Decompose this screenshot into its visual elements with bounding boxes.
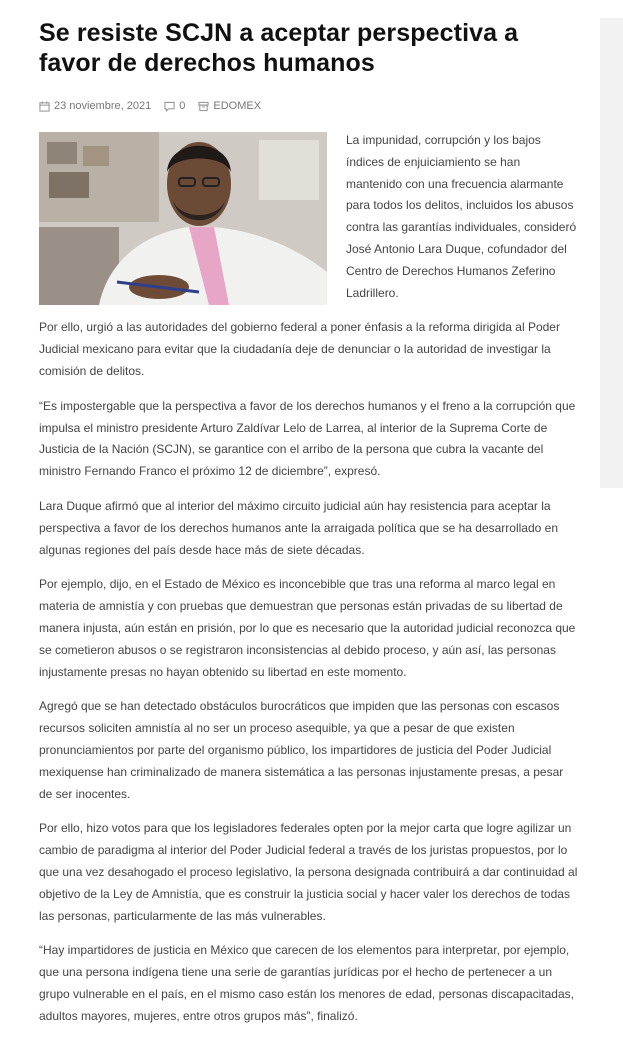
comment-icon	[164, 101, 175, 112]
calendar-icon	[39, 101, 50, 112]
post-date[interactable]	[39, 100, 151, 112]
article-body	[39, 130, 579, 1027]
sidebar-panel	[600, 18, 623, 488]
paragraph-5: Por ejemplo, dijo, en el Estado de México es inconcebible que tras una reforma al marco legal en materia de amnistía y con pruebas que demuestran que personas están privadas de su libertad de manera injusta, aún están en prisión, por lo que es necesario que la autoridad judicial reconozca que se cometieron abusos o se registraron inconsistencias al debido proceso, y aún así, las personas injustamente presas no hayan obtenido su libertad en este momento.	[39, 577, 576, 679]
paragraph-7: Por ello, hizo votos para que los legisladores federales opten por la mejor carta que logre agilizar un cambio de paradigma al interior del Poder Judicial federal a través de los juristas propuestos, por lo que una vez desahogado el proceso legislativo, la persona designada contribuirá a dar continuidad al objetivo de la Ley de Amnistía, que es construir la justicia social y hacer valer los derechos de todas las personas, particularmente de las más vulnerables.	[39, 821, 578, 923]
paragraph-4: Lara Duque afirmó que al interior del máximo circuito judicial aún hay resistencia para aceptar la perspectiva a favor de los derechos humanos ante la arraigada política que se ha desarrollado en algunas regiones del país desde hace más de siete décadas.	[39, 498, 558, 557]
category-link[interactable]	[198, 100, 261, 112]
article	[39, 18, 579, 1040]
article-meta	[39, 98, 579, 114]
category-label: EDOMEX	[213, 100, 262, 112]
comments-count: 0	[179, 100, 186, 112]
paragraph-3: “Es impostergable que la perspectiva a favor de los derechos humanos y el freno a la corrupción que impulsa el ministro presidente Arturo Zaldívar Lelo de Larrea, al interior de la Suprema Corte de Justicia de la Nación (SCJN), se garantice con el arribo de la persona que cubra la vacante del ministro Fernando Franco el próximo 12 de diciembre”, expresó.	[39, 398, 576, 479]
comments-link[interactable]	[164, 100, 185, 112]
photo-illustration	[39, 132, 327, 305]
paragraph-1: La impunidad, corrupción y los bajos índices de enjuiciamiento se han mantenido con una frecuencia alarmante para todos los delitos, incluidos los abusos contra las garantías individuales, consideró José Antonio Lara Duque, cofundador del Centro de Derechos Humanos Zeferino Ladrillero.	[346, 133, 577, 300]
paragraph-8: “Hay impartidores de justicia en México que carecen de los elementos para interpretar, por ejemplo, que una persona indígena tiene una serie de garantías jurídicas por el hecho de pertenecer a un grupo vulnerable en el país, en el mismo caso están los menores de edad, personas discapacitadas, adultos mayores, mujeres, entre otros grupos más”, finalizó.	[39, 943, 574, 1023]
article-title: Se resiste SCJN a aceptar perspectiva a favor de derechos humanos	[39, 19, 519, 77]
paragraph-6: Agregó que se han detectado obstáculos burocráticos que impiden que las personas con escasos recursos soliciten amnistía al no ser un proceso asequible, ya que a pesar de que existen pronunciamientos por parte del organismo público, los impartidores de justicia del Poder Judicial mexiquense han criminalizado de manera sistemática a las personas injustamente presas, a pesar de ser inocentes.	[39, 699, 564, 801]
article-photo	[39, 132, 327, 305]
paragraph-2: Por ello, urgió a las autoridades del gobierno federal a poner énfasis a la reforma dirigida al Poder Judicial mexicano para evitar que la ciudadanía deje de denunciar o la autoridad de investigar la comisión de delitos.	[39, 320, 560, 378]
category-icon	[198, 101, 209, 112]
post-date-label: 23 noviembre, 2021	[54, 100, 152, 112]
